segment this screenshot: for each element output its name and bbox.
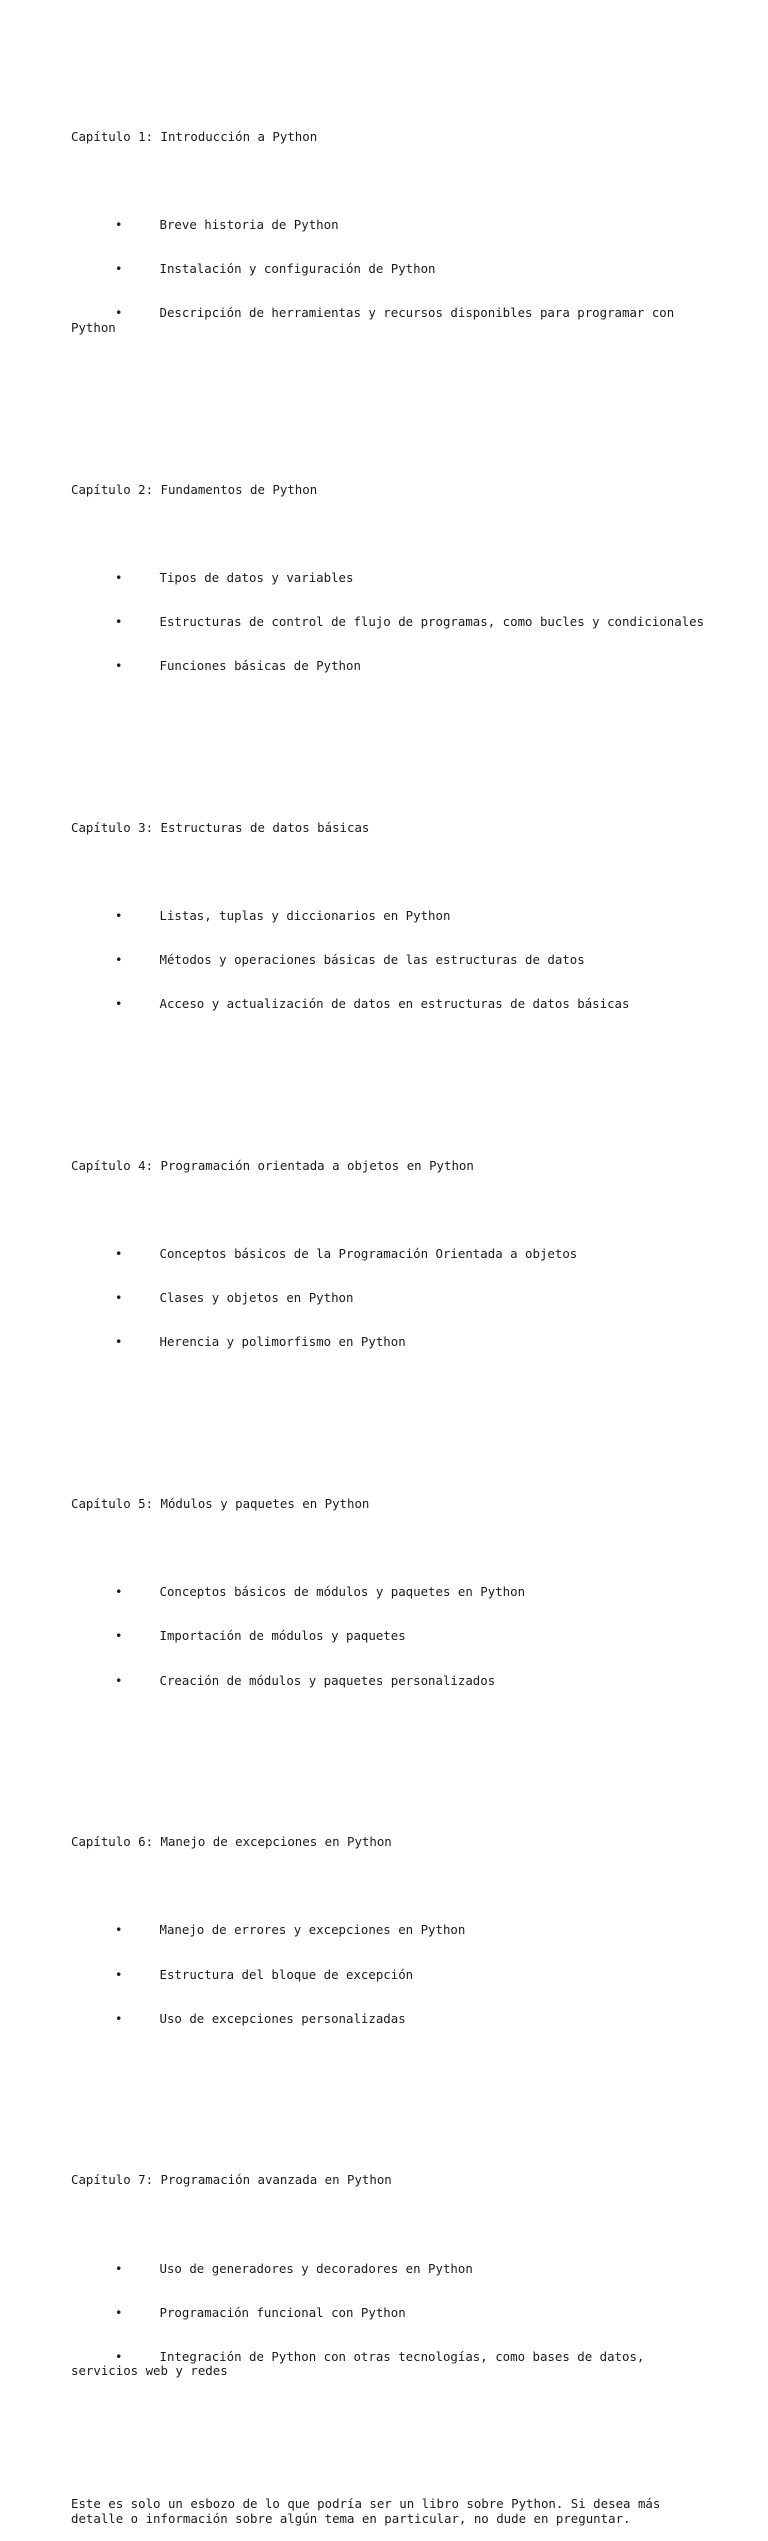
list-item [71, 2262, 711, 2277]
bullet-icon: • [115, 1628, 123, 1644]
bullet-list [71, 541, 711, 703]
bullet-icon: • [115, 2010, 123, 2026]
list-item-text: Importación de módulos y paquetes [159, 1628, 406, 1644]
list-item-text: Conceptos básicos de módulos y paquetes en Python [159, 1584, 526, 1600]
list-item [71, 1674, 711, 1689]
bullet-list [71, 2232, 711, 2408]
bullet-list [71, 189, 711, 365]
list-item [71, 997, 711, 1012]
bullet-icon: • [115, 217, 123, 233]
list-item-text: Integración de Python con otras tecnologías, como bases de datos, servicios web y redes [71, 2348, 652, 2379]
chapter-title: Capítulo 1: Introducción a Python [71, 128, 318, 144]
list-item-text: Programación funcional con Python [159, 2304, 406, 2320]
list-item [71, 1923, 711, 1938]
list-item [71, 218, 711, 233]
bullet-icon: • [115, 1584, 123, 1600]
list-item-text: Uso de excepciones personalizadas [159, 2010, 406, 2026]
bullet-icon: • [115, 569, 123, 585]
list-item-text: Conceptos básicos de la Programación Orientada a objetos [159, 1246, 578, 1262]
list-item [71, 1585, 711, 1600]
list-item-text: Creación de módulos y paquetes personalizados [159, 1672, 496, 1688]
list-item [71, 953, 711, 968]
bullet-list [71, 1218, 711, 1380]
bullet-icon: • [115, 1246, 123, 1262]
chapter-title: Capítulo 7: Programación avanzada en Python [71, 2172, 392, 2188]
bullet-icon: • [115, 658, 123, 674]
bullet-icon: • [115, 908, 123, 923]
list-item-text: Clases y objetos en Python [159, 1290, 354, 1306]
bullet-icon: • [115, 261, 123, 277]
bullet-list [71, 1556, 711, 1718]
chapter-4 [71, 1130, 711, 1424]
bullet-icon: • [115, 2260, 123, 2276]
list-item [71, 659, 711, 674]
list-item-text: Estructura del bloque de excepción [159, 1966, 414, 1982]
chapter-5 [71, 1468, 711, 1762]
list-item [71, 1335, 711, 1350]
list-item [71, 262, 711, 277]
bullet-icon: • [115, 1922, 123, 1938]
list-item [71, 1968, 711, 1983]
chapter-1 [71, 100, 711, 409]
chapter-title: Capítulo 4: Programación orientada a objetos en Python [71, 1157, 474, 1173]
list-item-text: Funciones básicas de Python [159, 658, 361, 674]
list-item [71, 2012, 711, 2027]
list-item-text: Uso de generadores y decoradores en Python [159, 2260, 473, 2276]
list-item-text: Acceso y actualización de datos en estructuras de datos básicas [159, 996, 630, 1012]
bullet-icon: • [115, 1334, 123, 1350]
list-item [71, 1629, 711, 1644]
list-item [71, 615, 711, 630]
bullet-icon: • [115, 1290, 123, 1306]
list-item [71, 1247, 711, 1262]
list-item-text: Manejo de errores y excepciones en Python [159, 1922, 466, 1938]
bullet-icon: • [115, 2304, 123, 2320]
list-item [71, 909, 711, 924]
closing-paragraph: Este es solo un esbozo de lo que podría ser un libro sobre Python. Si desea más detalle o información sobre algún tema en particular, no dude en preguntar. [71, 2495, 668, 2526]
chapter-title: Capítulo 3: Estructuras de datos básicas [71, 819, 370, 835]
list-item [71, 2306, 711, 2321]
list-item-text: Descripción de herramientas y recursos disponibles para programar con Python [71, 305, 682, 335]
list-item-text: Listas, tuplas y diccionarios en Python [159, 908, 451, 923]
chapter-7 [71, 2144, 711, 2453]
list-item-text: Breve historia de Python [159, 217, 339, 233]
list-item-text: Tipos de datos y variables [159, 569, 354, 585]
chapter-6 [71, 1806, 711, 2100]
list-item [71, 2350, 711, 2379]
document-page [71, 71, 711, 2541]
list-item-text: Estructuras de control de flujo de programas, como bucles y condicionales [159, 613, 705, 629]
chapter-title: Capítulo 5: Módulos y paquetes en Python [71, 1496, 370, 1512]
chapter-2 [71, 453, 711, 747]
bullet-list [71, 880, 711, 1042]
list-item [71, 571, 711, 586]
list-item-text: Instalación y configuración de Python [159, 261, 436, 277]
bullet-icon: • [115, 1966, 123, 1982]
list-item [71, 306, 711, 335]
list-item-text: Métodos y operaciones básicas de las estructuras de datos [159, 952, 585, 968]
chapter-title: Capítulo 2: Fundamentos de Python [71, 481, 318, 497]
list-item [71, 1291, 711, 1306]
list-item-text: Herencia y polimorfismo en Python [159, 1334, 406, 1350]
bullet-icon: • [115, 952, 123, 968]
bullet-icon: • [115, 305, 123, 321]
chapter-title: Capítulo 6: Manejo de excepciones en Python [71, 1834, 392, 1850]
bullet-icon: • [115, 1672, 123, 1688]
bullet-icon: • [115, 613, 123, 629]
bullet-list [71, 1894, 711, 2056]
bullet-icon: • [115, 2348, 123, 2364]
chapter-3 [71, 791, 711, 1085]
bullet-icon: • [115, 996, 123, 1012]
